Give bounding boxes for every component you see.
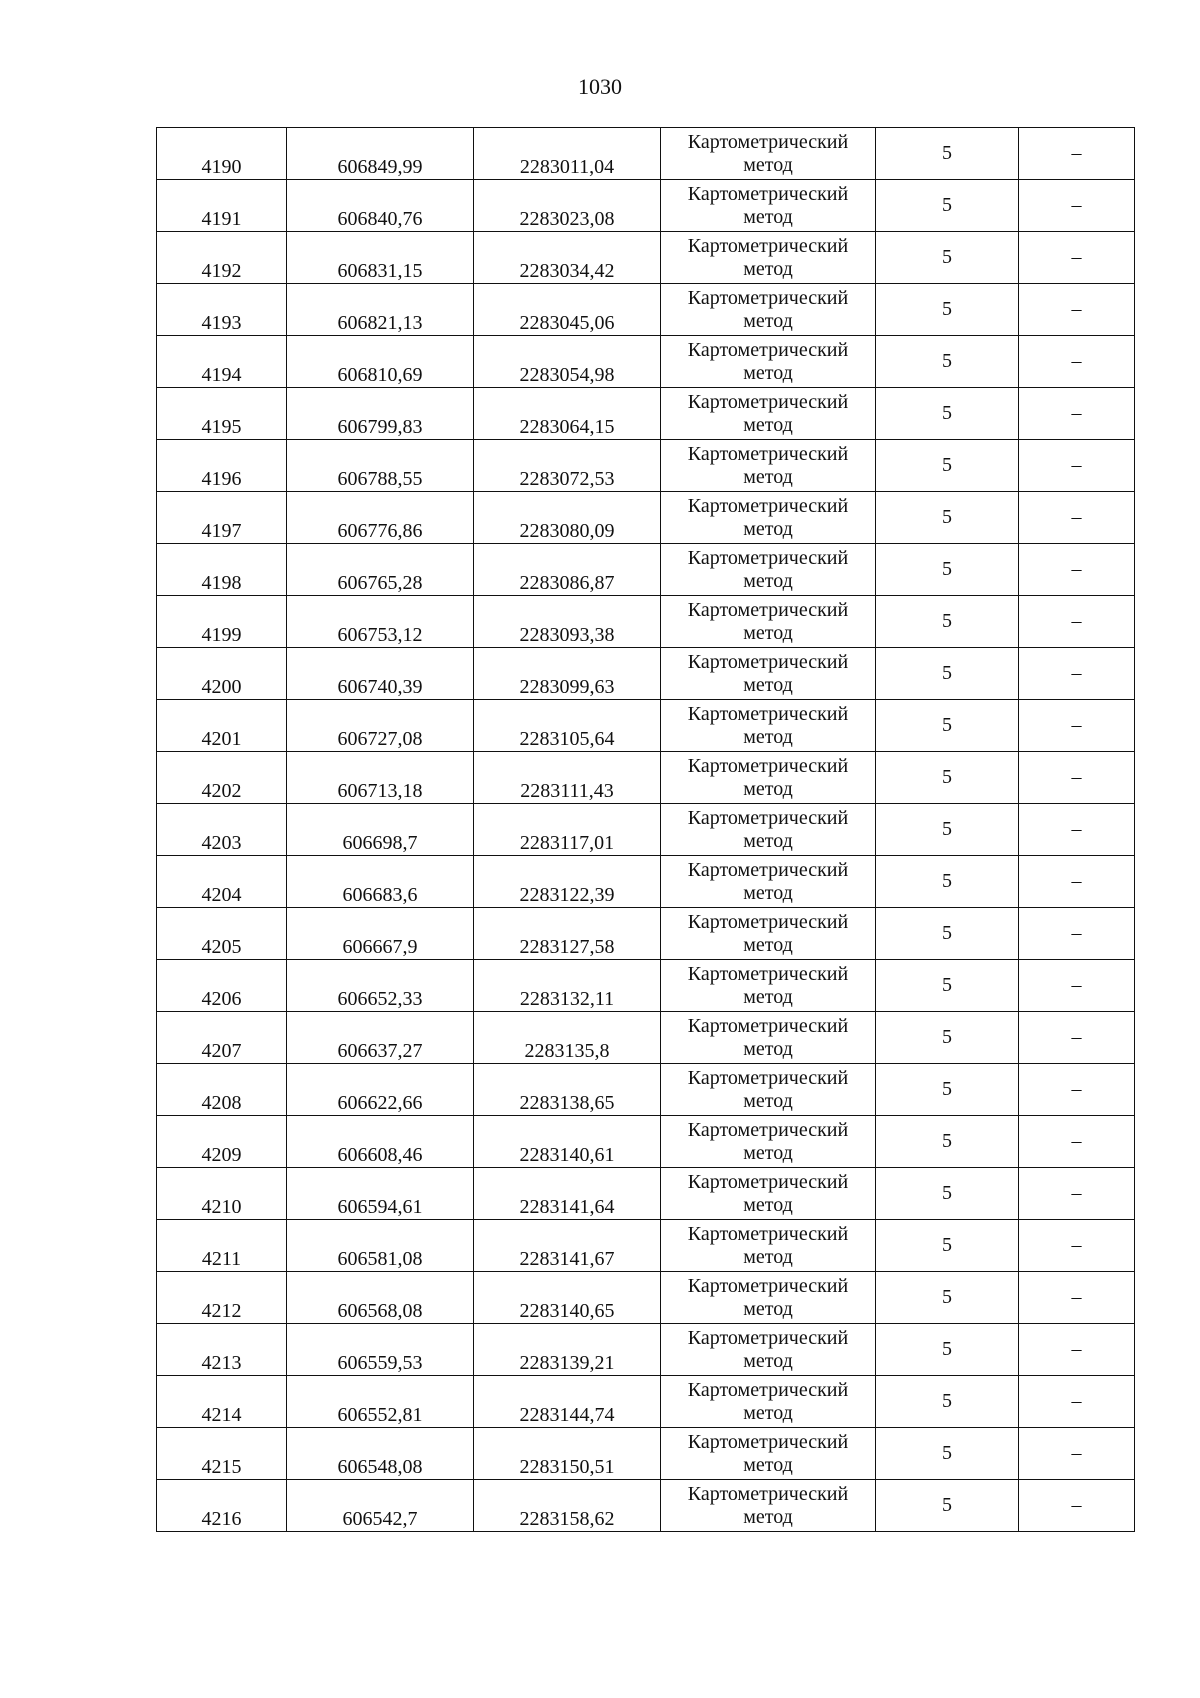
x-coordinate-cell: 606683,6 — [287, 856, 474, 908]
x-coordinate-cell: 606776,86 — [287, 492, 474, 544]
table-row — [157, 336, 1135, 388]
note-cell: – — [1019, 1480, 1135, 1532]
accuracy-cell: 5 — [876, 1324, 1019, 1376]
method-line-2: метод — [743, 1505, 793, 1528]
table-row — [157, 804, 1135, 856]
table-row — [157, 180, 1135, 232]
method-line-1: Картометрический — [687, 598, 849, 621]
method-line-1: Картометрический — [687, 702, 849, 725]
method-line-2: метод — [743, 1245, 793, 1268]
table-row — [157, 1012, 1135, 1064]
method-line-2: метод — [743, 1453, 793, 1476]
accuracy-cell: 5 — [876, 232, 1019, 284]
method-line-1: Картометрический — [687, 1066, 849, 1089]
method-cell — [661, 804, 876, 856]
method-line-1: Картометрический — [687, 962, 849, 985]
method-line-1: Картометрический — [687, 910, 849, 933]
y-coordinate-cell: 2283023,08 — [474, 180, 661, 232]
point-number-cell: 4192 — [157, 232, 287, 284]
table-row — [157, 648, 1135, 700]
y-coordinate-cell: 2283132,11 — [474, 960, 661, 1012]
point-number-cell: 4202 — [157, 752, 287, 804]
point-number-cell: 4193 — [157, 284, 287, 336]
y-coordinate-cell: 2283144,74 — [474, 1376, 661, 1428]
method-line-1: Картометрический — [687, 1222, 849, 1245]
method-line-1: Картометрический — [687, 1430, 849, 1453]
x-coordinate-cell: 606559,53 — [287, 1324, 474, 1376]
accuracy-cell: 5 — [876, 1116, 1019, 1168]
method-line-2: метод — [743, 829, 793, 852]
method-line-1: Картометрический — [687, 338, 849, 361]
point-number-cell: 4211 — [157, 1220, 287, 1272]
note-cell: – — [1019, 1116, 1135, 1168]
method-cell — [661, 1116, 876, 1168]
method-line-2: метод — [743, 1349, 793, 1372]
note-cell: – — [1019, 1324, 1135, 1376]
x-coordinate-cell: 606765,28 — [287, 544, 474, 596]
method-line-2: метод — [743, 621, 793, 644]
accuracy-cell: 5 — [876, 1480, 1019, 1532]
table-row — [157, 232, 1135, 284]
accuracy-cell: 5 — [876, 1064, 1019, 1116]
accuracy-cell: 5 — [876, 1272, 1019, 1324]
x-coordinate-cell: 606637,27 — [287, 1012, 474, 1064]
table-row — [157, 960, 1135, 1012]
method-line-1: Картометрический — [687, 858, 849, 881]
accuracy-cell: 5 — [876, 648, 1019, 700]
accuracy-cell: 5 — [876, 1428, 1019, 1480]
y-coordinate-cell: 2283138,65 — [474, 1064, 661, 1116]
x-coordinate-cell: 606753,12 — [287, 596, 474, 648]
accuracy-cell: 5 — [876, 960, 1019, 1012]
method-line-2: метод — [743, 1297, 793, 1320]
note-cell: – — [1019, 1376, 1135, 1428]
y-coordinate-cell: 2283072,53 — [474, 440, 661, 492]
note-cell: – — [1019, 544, 1135, 596]
point-number-cell: 4198 — [157, 544, 287, 596]
point-number-cell: 4215 — [157, 1428, 287, 1480]
x-coordinate-cell: 606622,66 — [287, 1064, 474, 1116]
y-coordinate-cell: 2283080,09 — [474, 492, 661, 544]
note-cell: – — [1019, 700, 1135, 752]
accuracy-cell: 5 — [876, 388, 1019, 440]
table-row — [157, 1324, 1135, 1376]
method-line-2: метод — [743, 725, 793, 748]
accuracy-cell: 5 — [876, 856, 1019, 908]
table-body — [157, 128, 1135, 1532]
x-coordinate-cell: 606652,33 — [287, 960, 474, 1012]
x-coordinate-cell: 606849,99 — [287, 128, 474, 180]
note-cell: – — [1019, 128, 1135, 180]
table-row — [157, 492, 1135, 544]
y-coordinate-cell: 2283054,98 — [474, 336, 661, 388]
note-cell: – — [1019, 180, 1135, 232]
note-cell: – — [1019, 1012, 1135, 1064]
table-row — [157, 1116, 1135, 1168]
point-number-cell: 4207 — [157, 1012, 287, 1064]
x-coordinate-cell: 606810,69 — [287, 336, 474, 388]
method-line-1: Картометрический — [687, 390, 849, 413]
method-line-2: метод — [743, 1037, 793, 1060]
point-number-cell: 4208 — [157, 1064, 287, 1116]
y-coordinate-cell: 2283139,21 — [474, 1324, 661, 1376]
y-coordinate-cell: 2283141,64 — [474, 1168, 661, 1220]
y-coordinate-cell: 2283140,65 — [474, 1272, 661, 1324]
note-cell: – — [1019, 1220, 1135, 1272]
method-cell — [661, 128, 876, 180]
note-cell: – — [1019, 1428, 1135, 1480]
table-row — [157, 1480, 1135, 1532]
method-line-2: метод — [743, 309, 793, 332]
accuracy-cell: 5 — [876, 596, 1019, 648]
note-cell: – — [1019, 804, 1135, 856]
table-row — [157, 752, 1135, 804]
method-line-1: Картометрический — [687, 806, 849, 829]
x-coordinate-cell: 606831,15 — [287, 232, 474, 284]
table-row — [157, 1168, 1135, 1220]
accuracy-cell: 5 — [876, 284, 1019, 336]
note-cell: – — [1019, 856, 1135, 908]
point-number-cell: 4205 — [157, 908, 287, 960]
note-cell: – — [1019, 1064, 1135, 1116]
method-line-2: метод — [743, 361, 793, 384]
method-cell — [661, 1376, 876, 1428]
x-coordinate-cell: 606821,13 — [287, 284, 474, 336]
point-number-cell: 4203 — [157, 804, 287, 856]
table-row — [157, 1272, 1135, 1324]
accuracy-cell: 5 — [876, 492, 1019, 544]
y-coordinate-cell: 2283011,04 — [474, 128, 661, 180]
y-coordinate-cell: 2283117,01 — [474, 804, 661, 856]
method-line-2: метод — [743, 1141, 793, 1164]
method-line-2: метод — [743, 933, 793, 956]
method-line-2: метод — [743, 153, 793, 176]
point-number-cell: 4209 — [157, 1116, 287, 1168]
method-cell — [661, 596, 876, 648]
y-coordinate-cell: 2283141,67 — [474, 1220, 661, 1272]
method-line-2: метод — [743, 205, 793, 228]
accuracy-cell: 5 — [876, 700, 1019, 752]
table-row — [157, 544, 1135, 596]
table-row — [157, 908, 1135, 960]
y-coordinate-cell: 2283127,58 — [474, 908, 661, 960]
accuracy-cell: 5 — [876, 804, 1019, 856]
point-number-cell: 4204 — [157, 856, 287, 908]
point-number-cell: 4212 — [157, 1272, 287, 1324]
x-coordinate-cell: 606568,08 — [287, 1272, 474, 1324]
method-line-1: Картометрический — [687, 1378, 849, 1401]
method-line-1: Картометрический — [687, 1014, 849, 1037]
note-cell: – — [1019, 1168, 1135, 1220]
accuracy-cell: 5 — [876, 1168, 1019, 1220]
x-coordinate-cell: 606552,81 — [287, 1376, 474, 1428]
accuracy-cell: 5 — [876, 180, 1019, 232]
method-line-1: Картометрический — [687, 130, 849, 153]
x-coordinate-cell: 606698,7 — [287, 804, 474, 856]
x-coordinate-cell: 606594,61 — [287, 1168, 474, 1220]
method-cell — [661, 856, 876, 908]
accuracy-cell: 5 — [876, 336, 1019, 388]
method-line-1: Картометрический — [687, 1118, 849, 1141]
x-coordinate-cell: 606788,55 — [287, 440, 474, 492]
method-cell — [661, 752, 876, 804]
point-number-cell: 4214 — [157, 1376, 287, 1428]
method-cell — [661, 960, 876, 1012]
table-row — [157, 128, 1135, 180]
point-number-cell: 4200 — [157, 648, 287, 700]
y-coordinate-cell: 2283158,62 — [474, 1480, 661, 1532]
point-number-cell: 4195 — [157, 388, 287, 440]
x-coordinate-cell: 606548,08 — [287, 1428, 474, 1480]
method-cell — [661, 336, 876, 388]
coordinates-table — [156, 127, 1135, 1532]
method-line-2: метод — [743, 673, 793, 696]
method-cell — [661, 1480, 876, 1532]
method-line-2: метод — [743, 777, 793, 800]
x-coordinate-cell: 606840,76 — [287, 180, 474, 232]
note-cell: – — [1019, 440, 1135, 492]
note-cell: – — [1019, 908, 1135, 960]
y-coordinate-cell: 2283135,8 — [474, 1012, 661, 1064]
point-number-cell: 4213 — [157, 1324, 287, 1376]
method-line-1: Картометрический — [687, 1482, 849, 1505]
note-cell: – — [1019, 284, 1135, 336]
page-number: 1030 — [578, 74, 622, 99]
note-cell: – — [1019, 492, 1135, 544]
method-cell — [661, 544, 876, 596]
point-number-cell: 4216 — [157, 1480, 287, 1532]
x-coordinate-cell: 606740,39 — [287, 648, 474, 700]
accuracy-cell: 5 — [876, 544, 1019, 596]
point-number-cell: 4194 — [157, 336, 287, 388]
method-cell — [661, 1168, 876, 1220]
y-coordinate-cell: 2283140,61 — [474, 1116, 661, 1168]
table-row — [157, 700, 1135, 752]
x-coordinate-cell: 606581,08 — [287, 1220, 474, 1272]
table-row — [157, 1064, 1135, 1116]
point-number-cell: 4210 — [157, 1168, 287, 1220]
accuracy-cell: 5 — [876, 440, 1019, 492]
x-coordinate-cell: 606608,46 — [287, 1116, 474, 1168]
method-line-1: Картометрический — [687, 1274, 849, 1297]
method-line-1: Картометрический — [687, 234, 849, 257]
y-coordinate-cell: 2283150,51 — [474, 1428, 661, 1480]
method-line-2: метод — [743, 881, 793, 904]
method-cell — [661, 700, 876, 752]
method-line-2: метод — [743, 985, 793, 1008]
table-row — [157, 1220, 1135, 1272]
method-line-2: метод — [743, 1401, 793, 1424]
x-coordinate-cell: 606727,08 — [287, 700, 474, 752]
point-number-cell: 4201 — [157, 700, 287, 752]
y-coordinate-cell: 2283034,42 — [474, 232, 661, 284]
accuracy-cell: 5 — [876, 128, 1019, 180]
method-cell — [661, 1272, 876, 1324]
method-line-2: метод — [743, 257, 793, 280]
method-line-2: метод — [743, 413, 793, 436]
method-cell — [661, 388, 876, 440]
y-coordinate-cell: 2283045,06 — [474, 284, 661, 336]
method-cell — [661, 1220, 876, 1272]
method-line-1: Картометрический — [687, 754, 849, 777]
method-cell — [661, 492, 876, 544]
method-cell — [661, 440, 876, 492]
table-row — [157, 596, 1135, 648]
table-row — [157, 388, 1135, 440]
note-cell: – — [1019, 752, 1135, 804]
table-row — [157, 856, 1135, 908]
method-cell — [661, 1324, 876, 1376]
method-cell — [661, 232, 876, 284]
x-coordinate-cell: 606799,83 — [287, 388, 474, 440]
y-coordinate-cell: 2283086,87 — [474, 544, 661, 596]
point-number-cell: 4199 — [157, 596, 287, 648]
method-line-1: Картометрический — [687, 650, 849, 673]
method-cell — [661, 1428, 876, 1480]
accuracy-cell: 5 — [876, 1012, 1019, 1064]
method-line-2: метод — [743, 517, 793, 540]
x-coordinate-cell: 606542,7 — [287, 1480, 474, 1532]
note-cell: – — [1019, 648, 1135, 700]
y-coordinate-cell: 2283064,15 — [474, 388, 661, 440]
method-cell — [661, 648, 876, 700]
accuracy-cell: 5 — [876, 1220, 1019, 1272]
note-cell: – — [1019, 960, 1135, 1012]
y-coordinate-cell: 2283093,38 — [474, 596, 661, 648]
y-coordinate-cell: 2283111,43 — [474, 752, 661, 804]
x-coordinate-cell: 606713,18 — [287, 752, 474, 804]
y-coordinate-cell: 2283122,39 — [474, 856, 661, 908]
accuracy-cell: 5 — [876, 908, 1019, 960]
method-line-2: метод — [743, 1089, 793, 1112]
point-number-cell: 4206 — [157, 960, 287, 1012]
method-line-1: Картометрический — [687, 546, 849, 569]
method-line-2: метод — [743, 569, 793, 592]
method-line-1: Картометрический — [687, 182, 849, 205]
table-row — [157, 284, 1135, 336]
accuracy-cell: 5 — [876, 1376, 1019, 1428]
note-cell: – — [1019, 232, 1135, 284]
accuracy-cell: 5 — [876, 752, 1019, 804]
table-row — [157, 1428, 1135, 1480]
point-number-cell: 4197 — [157, 492, 287, 544]
point-number-cell: 4191 — [157, 180, 287, 232]
note-cell: – — [1019, 388, 1135, 440]
method-cell — [661, 908, 876, 960]
method-line-2: метод — [743, 465, 793, 488]
method-cell — [661, 1064, 876, 1116]
note-cell: – — [1019, 596, 1135, 648]
method-line-2: метод — [743, 1193, 793, 1216]
method-line-1: Картометрический — [687, 1170, 849, 1193]
table-row — [157, 1376, 1135, 1428]
method-line-1: Картометрический — [687, 494, 849, 517]
point-number-cell: 4196 — [157, 440, 287, 492]
x-coordinate-cell: 606667,9 — [287, 908, 474, 960]
note-cell: – — [1019, 336, 1135, 388]
method-line-1: Картометрический — [687, 442, 849, 465]
y-coordinate-cell: 2283105,64 — [474, 700, 661, 752]
method-line-1: Картометрический — [687, 1326, 849, 1349]
note-cell: – — [1019, 1272, 1135, 1324]
method-cell — [661, 1012, 876, 1064]
y-coordinate-cell: 2283099,63 — [474, 648, 661, 700]
method-cell — [661, 180, 876, 232]
method-line-1: Картометрический — [687, 286, 849, 309]
table-row — [157, 440, 1135, 492]
method-cell — [661, 284, 876, 336]
point-number-cell: 4190 — [157, 128, 287, 180]
